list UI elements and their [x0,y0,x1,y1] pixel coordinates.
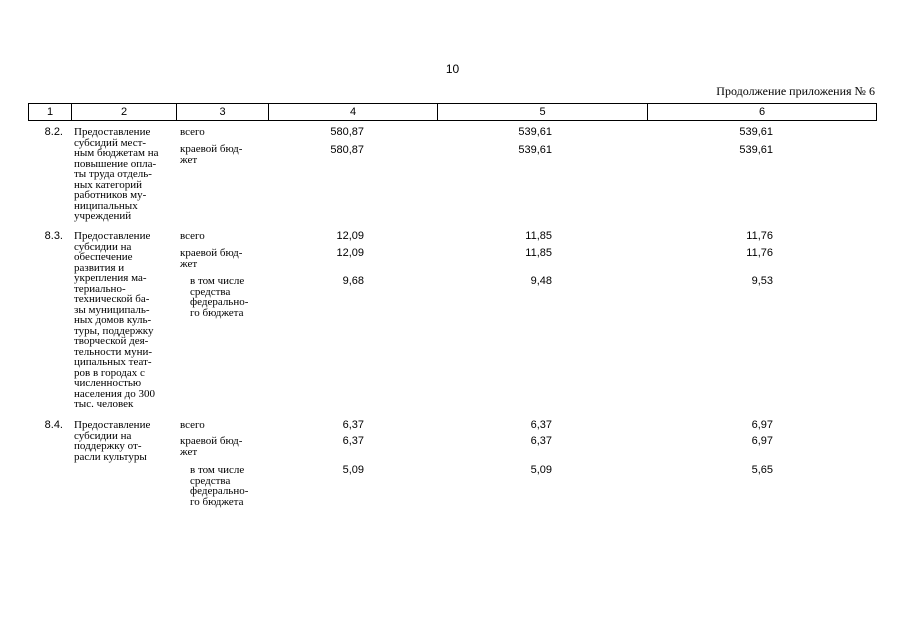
row-number: 8.2. [44,126,63,138]
row-description: Предоставление субсидии на обеспечение развития и укрепления ма- териально- технической ба- зы муниципаль- ных домов куль- туры, поддержку творческой дея- тельности муни- ципальных теат- ров в городах с численностью населения до 300 тыс. человек [74,230,155,410]
value-col-4: 580,87 [330,126,364,138]
continuation-caption: Продолжение приложения № 6 [716,84,875,98]
value-col-5: 5,09 [530,464,552,476]
value-col-6: 11,76 [746,247,773,259]
value-col-4: 5,09 [342,464,364,476]
page-number: 10 [445,62,460,76]
row-description: Предоставление субсидий мест- ным бюджетам на повышение опла- ты труда отдель- ных категорий работников му- ниципальных учреждений [74,126,159,222]
value-col-4: 12,09 [336,247,364,259]
funding-source-label: краевой бюд- жет [180,247,243,270]
column-header-3: 3 [177,104,269,121]
column-header-2: 2 [72,104,177,121]
value-col-5: 11,85 [525,247,552,259]
column-header-5: 5 [438,104,648,121]
value-col-5: 6,37 [530,435,552,447]
value-col-6: 539,61 [739,144,773,156]
value-col-5: 9,48 [530,275,552,287]
value-col-4: 580,87 [330,144,364,156]
funding-source-label: в том числе средства федерально- го бюджета [190,464,249,508]
value-col-5: 539,61 [518,144,552,156]
value-col-6: 11,76 [746,230,773,242]
value-col-4: 6,37 [342,419,364,431]
column-header-6: 6 [648,104,877,121]
value-col-4: 9,68 [342,275,364,287]
value-col-4: 12,09 [336,230,364,242]
value-col-6: 539,61 [739,126,773,138]
value-col-5: 11,85 [525,230,552,242]
funding-source-label: краевой бюд- жет [180,435,243,458]
value-col-5: 6,37 [530,419,552,431]
value-col-6: 6,97 [751,419,773,431]
value-col-6: 9,53 [751,275,773,287]
value-col-5: 539,61 [518,126,552,138]
funding-source-label: всего [180,419,205,431]
column-header-row [29,104,877,121]
funding-source-label: в том числе средства федерально- го бюджета [190,275,249,319]
column-header-table [28,103,877,121]
row-number: 8.4. [44,419,63,431]
row-description: Предоставление субсидии на поддержку от- расли культуры [74,419,151,463]
value-col-6: 5,65 [751,464,773,476]
value-col-6: 6,97 [751,435,773,447]
funding-source-label: краевой бюд- жет [180,143,243,166]
column-header-4: 4 [269,104,438,121]
funding-source-label: всего [180,230,205,242]
column-header-1: 1 [29,104,72,121]
row-number: 8.3. [44,230,63,242]
funding-source-label: всего [180,126,205,138]
value-col-4: 6,37 [342,435,364,447]
